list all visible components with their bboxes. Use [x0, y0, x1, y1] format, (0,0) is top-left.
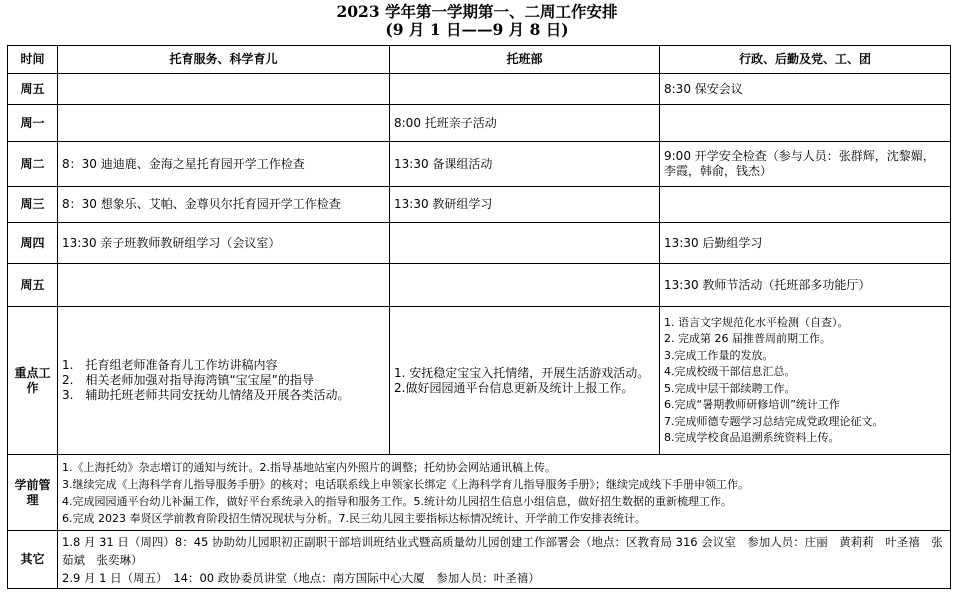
focus-row — [8, 307, 951, 455]
day-label: 周四 — [8, 223, 58, 264]
cell-childcare: 8：30 想象乐、艾帕、金尊贝尔托育园开学工作检查 — [58, 187, 390, 223]
list-item: 7.完成师德专题学习总结完成党政理论征文。 — [664, 414, 884, 428]
preschool-content — [58, 455, 951, 531]
list-item: 1. 托育组老师准备育儿工作坊讲稿内容 — [62, 358, 278, 372]
table-row — [8, 105, 951, 142]
list-item: 4.完成校级干部信息汇总。 — [664, 365, 796, 378]
page-title — [0, 3, 954, 39]
cell-childcare — [58, 105, 390, 142]
header-admin: 行政、后勤及党、工、团 — [660, 46, 951, 74]
cell-childcare — [58, 264, 390, 307]
table-row — [8, 142, 951, 187]
day-label: 周一 — [8, 105, 58, 142]
cell-admin: 13:30 后勤组学习 — [660, 223, 951, 264]
cell-admin — [660, 187, 951, 223]
list-item: 2.9 月 1 日（周五） 14：00 政协委员讲堂（地点：南方国际中心大厦 参加人员：叶圣禧） — [62, 570, 540, 585]
list-item: 3.完成工作量的发放。 — [664, 348, 774, 362]
schedule-table — [7, 45, 951, 589]
list-item: 8.完成学校食品追溯系统资料上传。 — [664, 431, 840, 444]
header-nursery-dept: 托班部 — [390, 46, 660, 74]
cell-admin: 8:30 保安会议 — [660, 74, 951, 105]
table-row — [8, 187, 951, 223]
list-item: 1.8 月 31 日（周四）8：45 协助幼儿园职初正副职干部培训班结业式暨高质量幼儿园创建工作部署会（地点：区教育局 316 会议室 参加人员：庄丽 黄莉莉 叶圣禧 张茹斌 张奕琳） — [62, 534, 943, 567]
list-item: 1. 安抚稳定宝宝入托情绪，开展生活游戏活动。 — [394, 365, 650, 380]
list-item: 1. 语言文字规范化水平检测（自查）。 — [664, 315, 849, 329]
header-childcare: 托育服务、科学育儿 — [58, 46, 390, 74]
list-item: 6.完成 2023 奉贤区学前教育阶段招生情况现状与分析。7.民三幼儿园主要指标达标情况统计、开学前工作安排表统计。 — [62, 512, 646, 525]
focus-childcare — [58, 307, 390, 455]
cell-nursery-dept: 13:30 教研组学习 — [390, 187, 660, 223]
list-item: 5.完成中层干部续聘工作。 — [664, 381, 796, 395]
day-label-preschool: 学前管理 — [8, 455, 58, 531]
day-label: 周五 — [8, 264, 58, 307]
header-time: 时间 — [8, 46, 58, 74]
day-label-other: 其它 — [8, 531, 58, 589]
other-row — [8, 531, 951, 589]
table-row — [8, 74, 951, 105]
list-item: 2.做好园园通平台信息更新及统计上报工作。 — [394, 380, 634, 395]
header-row — [8, 46, 951, 74]
cell-nursery-dept — [390, 264, 660, 307]
cell-nursery-dept — [390, 74, 660, 105]
cell-nursery-dept: 13:30 备课组活动 — [390, 142, 660, 187]
list-item: 1.《上海托幼》杂志增订的通知与统计。2.指导基地站室内外照片的调整；托幼协会网站通讯稿上传。 — [62, 461, 556, 474]
table-row — [8, 264, 951, 307]
list-item: 2. 完成第 26 届推普周前期工作。 — [664, 332, 831, 345]
list-item: 3.继续完成《上海科学育儿指导服务手册》的核对；电话联系线上申领家长绑定《上海科学育儿指导服务手册》；继续完成线下手册申领工作。 — [62, 478, 749, 491]
cell-childcare — [58, 74, 390, 105]
title-date-range: (9 月 1 日——9 月 8 日) — [385, 20, 569, 39]
cell-admin — [660, 105, 951, 142]
list-item: 2. 相关老师加强对指导海湾镇“宝宝屋”的指导 — [62, 373, 314, 387]
preschool-row — [8, 455, 951, 531]
list-item: 6.完成“暑期教师研修培训”统计工作 — [664, 398, 840, 411]
cell-admin: 9:00 开学安全检查（参与人员：张群辉，沈黎媚，李霞，韩俞，钱杰） — [660, 142, 951, 187]
cell-childcare: 8：30 迪迪鹿、金海之星托育园开学工作检查 — [58, 142, 390, 187]
title-main: 2023 学年第一学期第一、二周工作安排 — [336, 2, 618, 21]
focus-nursery-dept — [390, 307, 660, 455]
list-item: 3. 辅助托班老师共同安抚幼儿情绪及开展各类活动。 — [62, 388, 350, 402]
other-content — [58, 531, 951, 589]
day-label-focus: 重点工作 — [8, 307, 58, 455]
day-label: 周三 — [8, 187, 58, 223]
cell-admin: 13:30 教师节活动（托班部多功能厅） — [660, 264, 951, 307]
list-item: 4.完成园园通平台幼儿补漏工作，做好平台系统录入的指导和服务工作。5.统计幼儿园招生信息小组信息，做好招生数据的重新梳理工作。 — [62, 495, 732, 508]
day-label: 周二 — [8, 142, 58, 187]
table-row — [8, 223, 951, 264]
focus-admin — [660, 307, 951, 455]
cell-nursery-dept: 8:00 托班亲子活动 — [390, 105, 660, 142]
day-label: 周五 — [8, 74, 58, 105]
cell-childcare: 13:30 亲子班教师教研组学习（会议室） — [58, 223, 390, 264]
cell-nursery-dept — [390, 223, 660, 264]
